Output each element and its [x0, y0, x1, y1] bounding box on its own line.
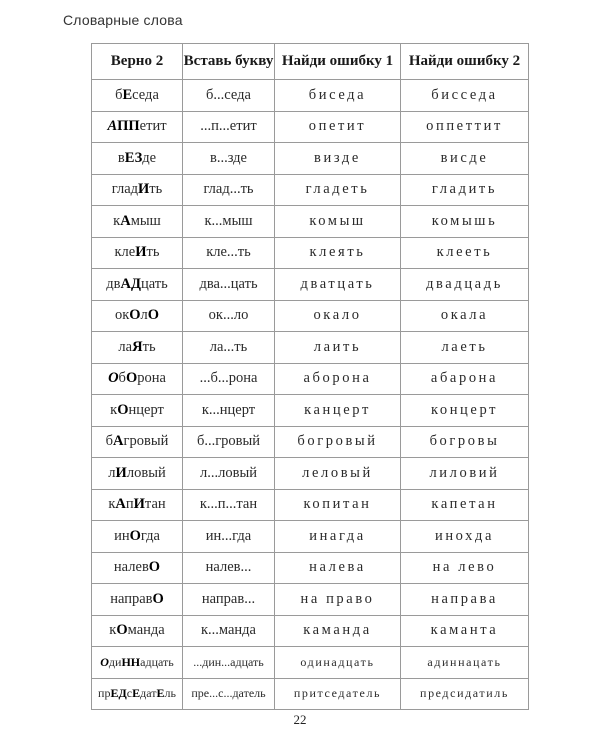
error-1-cell: богровый: [275, 426, 401, 458]
error-2-cell: висде: [401, 143, 529, 175]
fill-letter-cell: к...мыш: [183, 206, 275, 238]
error-1-cell: биседа: [275, 80, 401, 112]
table-row: [92, 111, 529, 143]
header-find-error-2: Найди ошибку 2: [401, 44, 529, 80]
error-1-cell: одинадцать: [275, 647, 401, 679]
correct-word-cell: бЕседа: [92, 80, 183, 112]
error-1-cell: лаить: [275, 332, 401, 364]
fill-letter-cell: направ...: [183, 584, 275, 616]
error-2-cell: адиннацать: [401, 647, 529, 679]
fill-letter-cell: л...ловый: [183, 458, 275, 490]
error-1-cell: гладеть: [275, 174, 401, 206]
correct-word-cell: ОбОрона: [92, 363, 183, 395]
correct-word-cell: ОдиННадцать: [92, 647, 183, 679]
error-2-cell: лиловий: [401, 458, 529, 490]
error-1-cell: опетит: [275, 111, 401, 143]
fill-letter-cell: ин...гда: [183, 521, 275, 553]
table-header-row: [92, 44, 529, 80]
error-1-cell: притседатель: [275, 678, 401, 710]
fill-letter-cell: налев...: [183, 552, 275, 584]
correct-word-cell: налевО: [92, 552, 183, 584]
correct-word-cell: лаЯть: [92, 332, 183, 364]
fill-letter-cell: б...гровый: [183, 426, 275, 458]
fill-letter-cell: б...седа: [183, 80, 275, 112]
error-2-cell: каманта: [401, 615, 529, 647]
error-1-cell: налева: [275, 552, 401, 584]
vocabulary-table: [91, 43, 529, 710]
table-row: [92, 206, 529, 238]
fill-letter-cell: ...б...рона: [183, 363, 275, 395]
correct-word-cell: гладИть: [92, 174, 183, 206]
correct-word-cell: кАмыш: [92, 206, 183, 238]
fill-letter-cell: кле...ть: [183, 237, 275, 269]
error-1-cell: визде: [275, 143, 401, 175]
table-row: [92, 143, 529, 175]
table-body: [92, 80, 529, 710]
fill-letter-cell: ла...ть: [183, 332, 275, 364]
table-row: [92, 458, 529, 490]
table-row: [92, 615, 529, 647]
table-row: [92, 647, 529, 679]
error-1-cell: на право: [275, 584, 401, 616]
error-1-cell: канцерт: [275, 395, 401, 427]
error-2-cell: капетан: [401, 489, 529, 521]
fill-letter-cell: ...п...етит: [183, 111, 275, 143]
page-title: Словарные слова: [63, 12, 183, 28]
fill-letter-cell: к...п...тан: [183, 489, 275, 521]
correct-word-cell: прЕДсЕдатЕль: [92, 678, 183, 710]
fill-letter-cell: в...зде: [183, 143, 275, 175]
error-1-cell: каманда: [275, 615, 401, 647]
correct-word-cell: инОгда: [92, 521, 183, 553]
correct-word-cell: бАгровый: [92, 426, 183, 458]
error-2-cell: комышь: [401, 206, 529, 238]
fill-letter-cell: к...нцерт: [183, 395, 275, 427]
fill-letter-cell: ок...ло: [183, 300, 275, 332]
error-1-cell: копитан: [275, 489, 401, 521]
error-1-cell: аборона: [275, 363, 401, 395]
table-row: [92, 363, 529, 395]
correct-word-cell: клеИть: [92, 237, 183, 269]
correct-word-cell: кОнцерт: [92, 395, 183, 427]
table-row: [92, 332, 529, 364]
table-row: [92, 269, 529, 301]
table-row: [92, 552, 529, 584]
error-2-cell: на лево: [401, 552, 529, 584]
table-row: [92, 678, 529, 710]
error-2-cell: оппеттит: [401, 111, 529, 143]
table-row: [92, 237, 529, 269]
table-row: [92, 395, 529, 427]
correct-word-cell: окОлО: [92, 300, 183, 332]
correct-word-cell: двАДцать: [92, 269, 183, 301]
correct-word-cell: лИловый: [92, 458, 183, 490]
fill-letter-cell: пре...с...датель: [183, 678, 275, 710]
fill-letter-cell: два...цать: [183, 269, 275, 301]
correct-word-cell: кОманда: [92, 615, 183, 647]
error-2-cell: направа: [401, 584, 529, 616]
error-1-cell: инагда: [275, 521, 401, 553]
error-2-cell: окала: [401, 300, 529, 332]
error-2-cell: клееть: [401, 237, 529, 269]
correct-word-cell: кАпИтан: [92, 489, 183, 521]
header-find-error-1: Найди ошибку 1: [275, 44, 401, 80]
table-row: [92, 489, 529, 521]
table-row: [92, 80, 529, 112]
header-correct: Верно 2: [92, 44, 183, 80]
table-row: [92, 584, 529, 616]
table-row: [92, 300, 529, 332]
error-2-cell: бисседа: [401, 80, 529, 112]
correct-word-cell: АППетит: [92, 111, 183, 143]
fill-letter-cell: ...дин...адцать: [183, 647, 275, 679]
correct-word-cell: направО: [92, 584, 183, 616]
page-number: 22: [293, 712, 307, 727]
fill-letter-cell: глад...ть: [183, 174, 275, 206]
error-2-cell: предсидатиль: [401, 678, 529, 710]
error-2-cell: двадцадь: [401, 269, 529, 301]
error-2-cell: концерт: [401, 395, 529, 427]
error-2-cell: гладить: [401, 174, 529, 206]
error-1-cell: дватцать: [275, 269, 401, 301]
table-row: [92, 174, 529, 206]
error-1-cell: леловый: [275, 458, 401, 490]
error-1-cell: окало: [275, 300, 401, 332]
table-row: [92, 426, 529, 458]
error-1-cell: комыш: [275, 206, 401, 238]
table-row: [92, 521, 529, 553]
error-1-cell: клеять: [275, 237, 401, 269]
error-2-cell: лаеть: [401, 332, 529, 364]
correct-word-cell: вЕЗде: [92, 143, 183, 175]
error-2-cell: абарона: [401, 363, 529, 395]
error-2-cell: инохда: [401, 521, 529, 553]
fill-letter-cell: к...манда: [183, 615, 275, 647]
error-2-cell: богровы: [401, 426, 529, 458]
header-fill-letter: Вставь букву: [183, 44, 275, 80]
